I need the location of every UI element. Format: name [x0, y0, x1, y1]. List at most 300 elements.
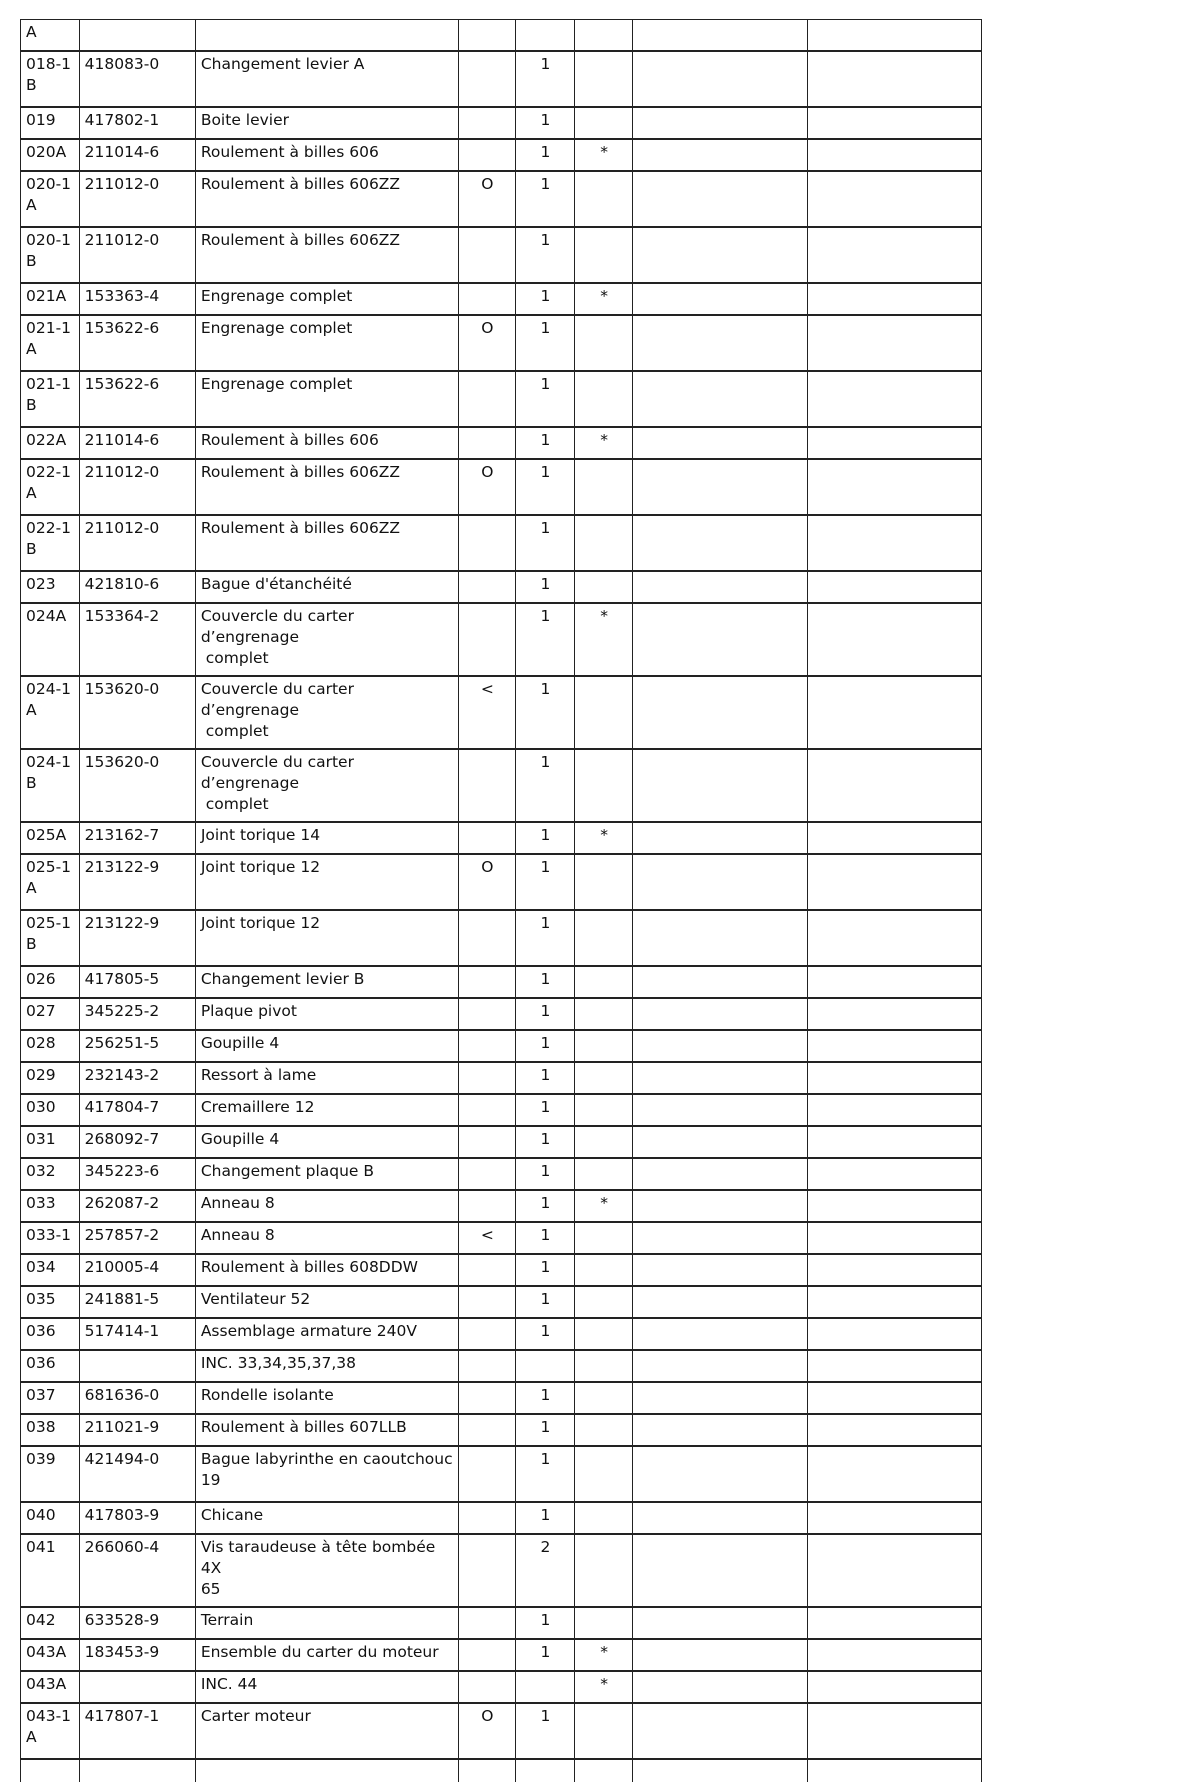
quantity-cell: 1 [516, 227, 575, 283]
marker-cell [574, 854, 633, 910]
blank-cell [633, 1254, 808, 1286]
blank-cell [808, 1062, 982, 1094]
quantity-cell: 1 [516, 1286, 575, 1318]
part-number-cell: 183453-9 [79, 1639, 195, 1671]
parts-table [20, 19, 982, 1782]
blank-cell [633, 998, 808, 1030]
description-cell: Changement levier A [195, 51, 458, 107]
ref-number-cell: 025A [21, 822, 80, 854]
blank-cell [633, 822, 808, 854]
marker-cell: * [574, 603, 633, 676]
note-cell [458, 1286, 516, 1318]
marker-cell [574, 1158, 633, 1190]
description-cell: Changement levier B [195, 966, 458, 998]
parts-table-body [21, 20, 982, 1782]
blank-cell [808, 107, 982, 139]
ref-number-cell: 021-1 B [21, 371, 80, 427]
marker-cell [574, 910, 633, 966]
part-number-cell: 211014-6 [79, 139, 195, 171]
quantity-cell: 1 [516, 1414, 575, 1446]
table-row [21, 515, 982, 571]
blank-cell [633, 1126, 808, 1158]
blank-cell [808, 371, 982, 427]
note-cell [458, 1382, 516, 1414]
quantity-cell: 1 [516, 822, 575, 854]
note-cell [458, 998, 516, 1030]
ref-number-cell: 043-1 A [21, 1703, 80, 1759]
description-cell: Cremaillere 12 [195, 1094, 458, 1126]
table-row [21, 1030, 982, 1062]
note-cell [458, 427, 516, 459]
part-number-cell [79, 1671, 195, 1703]
blank-cell [808, 1126, 982, 1158]
blank-cell [633, 749, 808, 822]
table-row [21, 1254, 982, 1286]
ref-number-cell: 035 [21, 1286, 80, 1318]
quantity-cell: 1 [516, 1318, 575, 1350]
quantity-cell [516, 1671, 575, 1703]
table-row [21, 1671, 982, 1703]
quantity-cell: 1 [516, 1062, 575, 1094]
part-number-cell: 153364-2 [79, 603, 195, 676]
table-row [21, 20, 982, 52]
blank-cell [633, 459, 808, 515]
marker-cell [574, 1126, 633, 1158]
part-number-cell: 210005-4 [79, 1254, 195, 1286]
ref-number-cell: 022A [21, 427, 80, 459]
blank-cell [633, 515, 808, 571]
description-cell: Engrenage complet [195, 315, 458, 371]
ref-number-cell: 022-1 A [21, 459, 80, 515]
part-number-cell: 517414-1 [79, 1318, 195, 1350]
table-row [21, 1126, 982, 1158]
quantity-cell: 1 [516, 966, 575, 998]
blank-cell [633, 371, 808, 427]
table-row [21, 749, 982, 822]
blank-cell [633, 1703, 808, 1759]
blank-cell [633, 966, 808, 998]
part-number-cell: 211012-0 [79, 459, 195, 515]
ref-number-cell: 038 [21, 1414, 80, 1446]
ref-number-cell: 034 [21, 1254, 80, 1286]
blank-cell [633, 910, 808, 966]
quantity-cell: 1 [516, 1446, 575, 1502]
marker-cell [574, 371, 633, 427]
ref-number-cell: 020-1 B [21, 227, 80, 283]
ref-number-cell: 043A [21, 1671, 80, 1703]
table-row [21, 1502, 982, 1534]
description-cell: Rondelle isolante [195, 1382, 458, 1414]
part-number-cell: 633528-9 [79, 1607, 195, 1639]
marker-cell [574, 1254, 633, 1286]
quantity-cell: 1 [516, 603, 575, 676]
blank-cell [633, 1222, 808, 1254]
marker-cell: * [574, 1639, 633, 1671]
ref-number-cell: 025-1 B [21, 910, 80, 966]
quantity-cell: 1 [516, 107, 575, 139]
description-cell: Assemblage armature 240V [195, 1318, 458, 1350]
part-number-cell [79, 1759, 195, 1782]
note-cell [458, 749, 516, 822]
blank-cell [633, 1446, 808, 1502]
note-cell [458, 1414, 516, 1446]
note-cell [458, 1030, 516, 1062]
ref-number-cell: 029 [21, 1062, 80, 1094]
note-cell: O [458, 1703, 516, 1759]
marker-cell [574, 20, 633, 52]
blank-cell [808, 1607, 982, 1639]
description-cell: Roulement à billes 606ZZ [195, 171, 458, 227]
part-number-cell: 211012-0 [79, 171, 195, 227]
note-cell [458, 571, 516, 603]
description-cell: INC. 33,34,35,37,38 [195, 1350, 458, 1382]
ref-number-cell: 018-1 B [21, 51, 80, 107]
blank-cell [808, 1703, 982, 1759]
description-cell: Anneau 8 [195, 1190, 458, 1222]
marker-cell [574, 1350, 633, 1382]
table-row [21, 139, 982, 171]
note-cell [458, 371, 516, 427]
quantity-cell: 1 [516, 1126, 575, 1158]
part-number-cell: 232143-2 [79, 1062, 195, 1094]
marker-cell [574, 1759, 633, 1782]
note-cell [458, 107, 516, 139]
part-number-cell: 417803-9 [79, 1502, 195, 1534]
ref-number-cell: 042 [21, 1607, 80, 1639]
marker-cell [574, 107, 633, 139]
blank-cell [633, 1502, 808, 1534]
marker-cell: * [574, 283, 633, 315]
marker-cell [574, 1446, 633, 1502]
quantity-cell: 1 [516, 1190, 575, 1222]
ref-number-cell [21, 1759, 80, 1782]
quantity-cell: 1 [516, 571, 575, 603]
blank-cell [633, 1382, 808, 1414]
marker-cell [574, 676, 633, 749]
blank-cell [808, 603, 982, 676]
description-cell: Bague d'étanchéité [195, 571, 458, 603]
marker-cell [574, 459, 633, 515]
note-cell [458, 1254, 516, 1286]
note-cell [458, 1607, 516, 1639]
table-row [21, 1607, 982, 1639]
description-cell: Boite levier [195, 107, 458, 139]
marker-cell: * [574, 1190, 633, 1222]
marker-cell [574, 1534, 633, 1607]
note-cell [458, 515, 516, 571]
ref-number-cell: A [21, 20, 80, 52]
quantity-cell [516, 20, 575, 52]
description-cell: Joint torique 14 [195, 822, 458, 854]
ref-number-cell: 031 [21, 1126, 80, 1158]
blank-cell [808, 515, 982, 571]
blank-cell [808, 822, 982, 854]
description-cell: Engrenage complet [195, 283, 458, 315]
quantity-cell [516, 1350, 575, 1382]
description-cell: Joint torique 12 [195, 854, 458, 910]
quantity-cell: 2 [516, 1534, 575, 1607]
marker-cell: * [574, 1671, 633, 1703]
note-cell [458, 1534, 516, 1607]
part-number-cell: 417802-1 [79, 107, 195, 139]
blank-cell [808, 1759, 982, 1782]
marker-cell [574, 998, 633, 1030]
quantity-cell: 1 [516, 1607, 575, 1639]
blank-cell [808, 1190, 982, 1222]
quantity-cell: 1 [516, 371, 575, 427]
marker-cell [574, 966, 633, 998]
part-number-cell: 345225-2 [79, 998, 195, 1030]
ref-number-cell: 039 [21, 1446, 80, 1502]
part-number-cell: 257857-2 [79, 1222, 195, 1254]
description-cell: Roulement à billes 606ZZ [195, 459, 458, 515]
marker-cell [574, 1703, 633, 1759]
part-number-cell: 153363-4 [79, 283, 195, 315]
ref-number-cell: 027 [21, 998, 80, 1030]
note-cell [458, 1671, 516, 1703]
quantity-cell: 1 [516, 171, 575, 227]
table-row [21, 822, 982, 854]
table-row [21, 107, 982, 139]
blank-cell [808, 1414, 982, 1446]
part-number-cell: 421494-0 [79, 1446, 195, 1502]
blank-cell [808, 998, 982, 1030]
marker-cell [574, 1414, 633, 1446]
blank-cell [808, 1534, 982, 1607]
table-row [21, 51, 982, 107]
quantity-cell: 1 [516, 51, 575, 107]
note-cell [458, 1062, 516, 1094]
blank-cell [808, 854, 982, 910]
note-cell: < [458, 676, 516, 749]
blank-cell [633, 1671, 808, 1703]
description-cell: INC. 44 [195, 1671, 458, 1703]
part-number-cell: 211012-0 [79, 227, 195, 283]
part-number-cell: 266060-4 [79, 1534, 195, 1607]
note-cell [458, 1094, 516, 1126]
blank-cell [633, 1190, 808, 1222]
note-cell [458, 1318, 516, 1350]
blank-cell [633, 1534, 808, 1607]
table-row [21, 371, 982, 427]
blank-cell [808, 1318, 982, 1350]
note-cell [458, 139, 516, 171]
ref-number-cell: 036 [21, 1318, 80, 1350]
ref-number-cell: 036 [21, 1350, 80, 1382]
description-cell: Roulement à billes 607LLB [195, 1414, 458, 1446]
table-row [21, 603, 982, 676]
blank-cell [633, 603, 808, 676]
blank-cell [633, 171, 808, 227]
blank-cell [633, 1759, 808, 1782]
part-number-cell: 153620-0 [79, 676, 195, 749]
marker-cell [574, 1062, 633, 1094]
ref-number-cell: 022-1 B [21, 515, 80, 571]
quantity-cell: 1 [516, 1703, 575, 1759]
table-row [21, 1639, 982, 1671]
ref-number-cell: 026 [21, 966, 80, 998]
note-cell [458, 227, 516, 283]
ref-number-cell: 041 [21, 1534, 80, 1607]
part-number-cell: 213122-9 [79, 910, 195, 966]
table-row [21, 1094, 982, 1126]
blank-cell [808, 571, 982, 603]
marker-cell [574, 171, 633, 227]
quantity-cell [516, 1759, 575, 1782]
note-cell [458, 1190, 516, 1222]
blank-cell [808, 1254, 982, 1286]
note-cell [458, 1126, 516, 1158]
blank-cell [633, 1030, 808, 1062]
table-row [21, 910, 982, 966]
quantity-cell: 1 [516, 749, 575, 822]
marker-cell: * [574, 139, 633, 171]
blank-cell [633, 51, 808, 107]
table-row [21, 966, 982, 998]
blank-cell [633, 854, 808, 910]
blank-cell [808, 171, 982, 227]
description-cell: Roulement à billes 608DDW [195, 1254, 458, 1286]
note-cell [458, 1350, 516, 1382]
table-row [21, 1534, 982, 1607]
ref-number-cell: 020-1 A [21, 171, 80, 227]
description-cell: Terrain [195, 1607, 458, 1639]
quantity-cell: 1 [516, 910, 575, 966]
part-number-cell [79, 1350, 195, 1382]
quantity-cell: 1 [516, 1030, 575, 1062]
blank-cell [808, 459, 982, 515]
quantity-cell: 1 [516, 1639, 575, 1671]
description-cell [195, 1759, 458, 1782]
marker-cell [574, 1222, 633, 1254]
blank-cell [633, 1062, 808, 1094]
part-number-cell: 681636-0 [79, 1382, 195, 1414]
blank-cell [633, 1158, 808, 1190]
ref-number-cell: 024-1 B [21, 749, 80, 822]
description-cell: Plaque pivot [195, 998, 458, 1030]
marker-cell [574, 1607, 633, 1639]
blank-cell [808, 427, 982, 459]
note-cell [458, 51, 516, 107]
description-cell: Roulement à billes 606 [195, 427, 458, 459]
blank-cell [808, 1158, 982, 1190]
table-row [21, 1759, 982, 1782]
description-cell: Roulement à billes 606ZZ [195, 515, 458, 571]
table-row [21, 1222, 982, 1254]
blank-cell [633, 1350, 808, 1382]
table-row [21, 1382, 982, 1414]
blank-cell [808, 1502, 982, 1534]
note-cell: O [458, 315, 516, 371]
note-cell [458, 822, 516, 854]
ref-number-cell: 028 [21, 1030, 80, 1062]
blank-cell [808, 966, 982, 998]
description-cell: Goupille 4 [195, 1030, 458, 1062]
blank-cell [633, 227, 808, 283]
ref-number-cell: 033-1 [21, 1222, 80, 1254]
quantity-cell: 1 [516, 1254, 575, 1286]
ref-number-cell: 043A [21, 1639, 80, 1671]
table-row [21, 1350, 982, 1382]
note-cell: O [458, 171, 516, 227]
description-cell: Couvercle du carter d’engrenage complet [195, 676, 458, 749]
table-row [21, 1158, 982, 1190]
blank-cell [633, 676, 808, 749]
blank-cell [633, 1414, 808, 1446]
blank-cell [808, 1286, 982, 1318]
blank-cell [633, 1094, 808, 1126]
table-row [21, 998, 982, 1030]
table-row [21, 283, 982, 315]
part-number-cell: 268092-7 [79, 1126, 195, 1158]
blank-cell [633, 1607, 808, 1639]
part-number-cell [79, 20, 195, 52]
table-row [21, 676, 982, 749]
table-row [21, 1703, 982, 1759]
marker-cell: * [574, 427, 633, 459]
table-row [21, 459, 982, 515]
marker-cell [574, 1502, 633, 1534]
blank-cell [808, 1382, 982, 1414]
blank-cell [808, 283, 982, 315]
marker-cell [574, 1094, 633, 1126]
part-number-cell: 241881-5 [79, 1286, 195, 1318]
quantity-cell: 1 [516, 515, 575, 571]
ref-number-cell: 033 [21, 1190, 80, 1222]
blank-cell [633, 1318, 808, 1350]
table-row [21, 227, 982, 283]
blank-cell [633, 427, 808, 459]
blank-cell [633, 315, 808, 371]
note-cell: O [458, 854, 516, 910]
quantity-cell: 1 [516, 459, 575, 515]
marker-cell [574, 515, 633, 571]
description-cell: Roulement à billes 606 [195, 139, 458, 171]
note-cell [458, 966, 516, 998]
note-cell [458, 1446, 516, 1502]
marker-cell [574, 315, 633, 371]
quantity-cell: 1 [516, 854, 575, 910]
quantity-cell: 1 [516, 139, 575, 171]
part-number-cell: 256251-5 [79, 1030, 195, 1062]
quantity-cell: 1 [516, 283, 575, 315]
ref-number-cell: 023 [21, 571, 80, 603]
table-row [21, 1286, 982, 1318]
note-cell [458, 1158, 516, 1190]
description-cell: Changement plaque B [195, 1158, 458, 1190]
quantity-cell: 1 [516, 1502, 575, 1534]
table-row [21, 1446, 982, 1502]
ref-number-cell: 040 [21, 1502, 80, 1534]
note-cell [458, 1759, 516, 1782]
marker-cell: * [574, 822, 633, 854]
blank-cell [633, 1286, 808, 1318]
description-cell: Couvercle du carter d’engrenage complet [195, 749, 458, 822]
part-number-cell: 211014-6 [79, 427, 195, 459]
description-cell: Carter moteur [195, 1703, 458, 1759]
table-row [21, 1414, 982, 1446]
part-number-cell: 211012-0 [79, 515, 195, 571]
ref-number-cell: 037 [21, 1382, 80, 1414]
description-cell: Goupille 4 [195, 1126, 458, 1158]
blank-cell [808, 20, 982, 52]
table-row [21, 1062, 982, 1094]
quantity-cell: 1 [516, 1094, 575, 1126]
blank-cell [633, 20, 808, 52]
description-cell: Roulement à billes 606ZZ [195, 227, 458, 283]
note-cell [458, 910, 516, 966]
description-cell: Engrenage complet [195, 371, 458, 427]
